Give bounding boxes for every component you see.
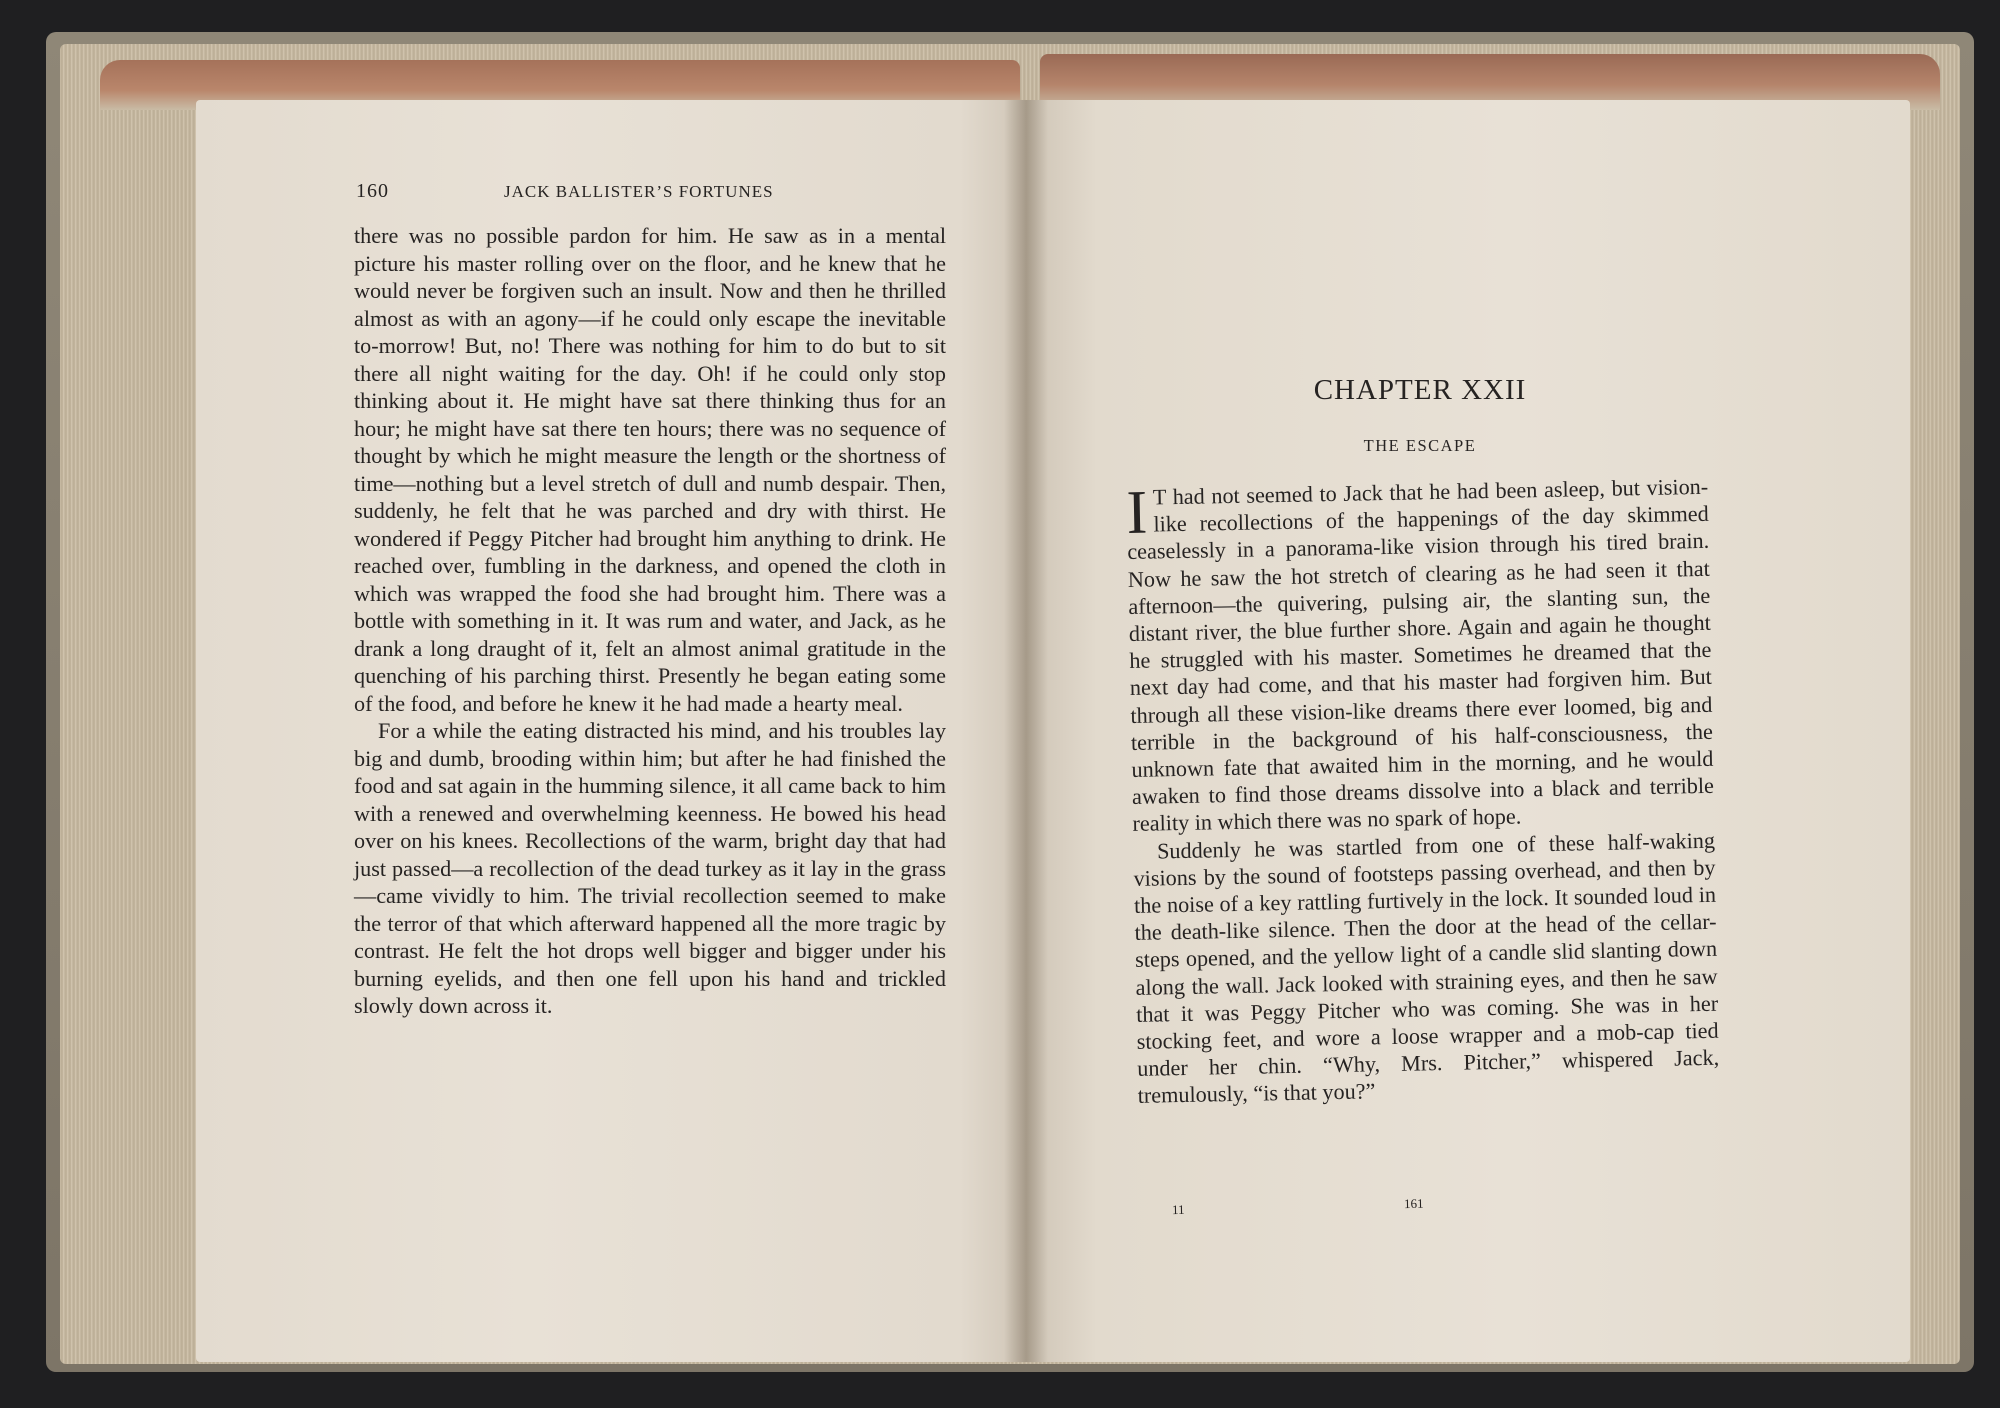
left-page-number: 160 (356, 180, 389, 202)
right-page-body (1126, 473, 1720, 1110)
running-head-title: JACK BALLISTER’S FORTUNES (504, 182, 774, 201)
signature-mark: 11 (1171, 1201, 1185, 1218)
left-page-body (354, 222, 946, 1020)
right-paragraph-2: Suddenly he was startled from one of these half-waking visions by the sound of footsteps passing overhead, and then by the noise of a key rattling furtively in the lock. It sounded loud in the death-like silence. Then the door at the head of the cellar-steps opened, and the yellow light of a candle slid slanting down along the wall. Jack looked with straining eyes, and then he saw that it was Peggy Pitcher who was coming. She was in her stocking feet, and wore a loose wrapper and a mob-cap tied under her chin. “Why, Mrs. Pitcher,” whispered Jack, tremulously, “is that you?” (1133, 827, 1720, 1109)
chapter-title: CHAPTER XXII (1313, 374, 1527, 406)
right-paragraph-1 (1126, 473, 1715, 838)
right-page-number: 161 (1403, 1195, 1424, 1212)
left-paragraph-1: there was no possible pardon for him. He saw as in a mental picture his master rolling over on the floor, and he knew that he would never be forgiven such an insult. Now and then he thrilled almost as with an agony—if he could only escape the inevitable to-morrow! But, no! There was nothing for him to do but to sit there all night waiting for the day. Oh! if he could only stop thinking about it. He might have sat there thinking thus for an hour; he might have sat there ten hours; there was no sequence of thought by which he might measure the length or the shortness of time—nothing but a level stretch of dull and numb despair. Then, suddenly, he felt that he was parched and dry with thirst. He wondered if Peggy Pitcher had brought him anything to drink. He reached over, fumbling in the darkness, and opened the cloth in which was wrapped the food she had brought him. There was a bottle with something in it. It was rum and water, and Jack, as he drank a long draught of it, felt an almost animal gratitude in the quenching of his parching thirst. Presently he began eating some of the food, and before he knew it he had made a hearty meal. (354, 223, 946, 716)
chapter-subtitle: THE ESCAPE (1363, 436, 1477, 455)
left-running-head (356, 180, 946, 204)
book-gutter (1004, 100, 1048, 1362)
first-paragraph-text: T had not seemed to Jack that he had been asleep, but vision-like recollections of the happenings of the day skimmed ceaselessly in a panorama-like vision through his tired brain. Now he saw the hot stretch of clearing as he had seen it that afternoon—the quivering, pulsing air, the slanting sun, the distant river, the blue further shore. Again and again he thought he struggled with his master. Sometimes he dreamed that the next day had come, and that his master had forgiven him. But through all these vision-like dreams there ever loomed, big and terrible in the background of his half-consciousness, the unknown fate that awaited him in the morning, and he would awaken to find those dreams dissolve into a black and terrible reality in which there was no spark of hope. (1127, 473, 1715, 837)
left-paragraph-2: For a while the eating distracted his mind, and his troubles lay big and dumb, brooding within him; but after he had finished the food and sat again in the humming silence, it all came back to him with a renewed and overwhelming keenness. He bowed his head over on his knees. Recollections of the warm, bright day that had just passed—a recollection of the dead turkey as it lay in the grass—came vividly to him. The trivial recollection seemed to make the terror of that which afterward happened all the more tragic by contrast. He felt the hot drops well bigger and bigger under his burning eyelids, and then one fell upon his hand and trickled slowly down across it. (354, 718, 946, 1018)
drop-cap: I (1125, 478, 1148, 547)
